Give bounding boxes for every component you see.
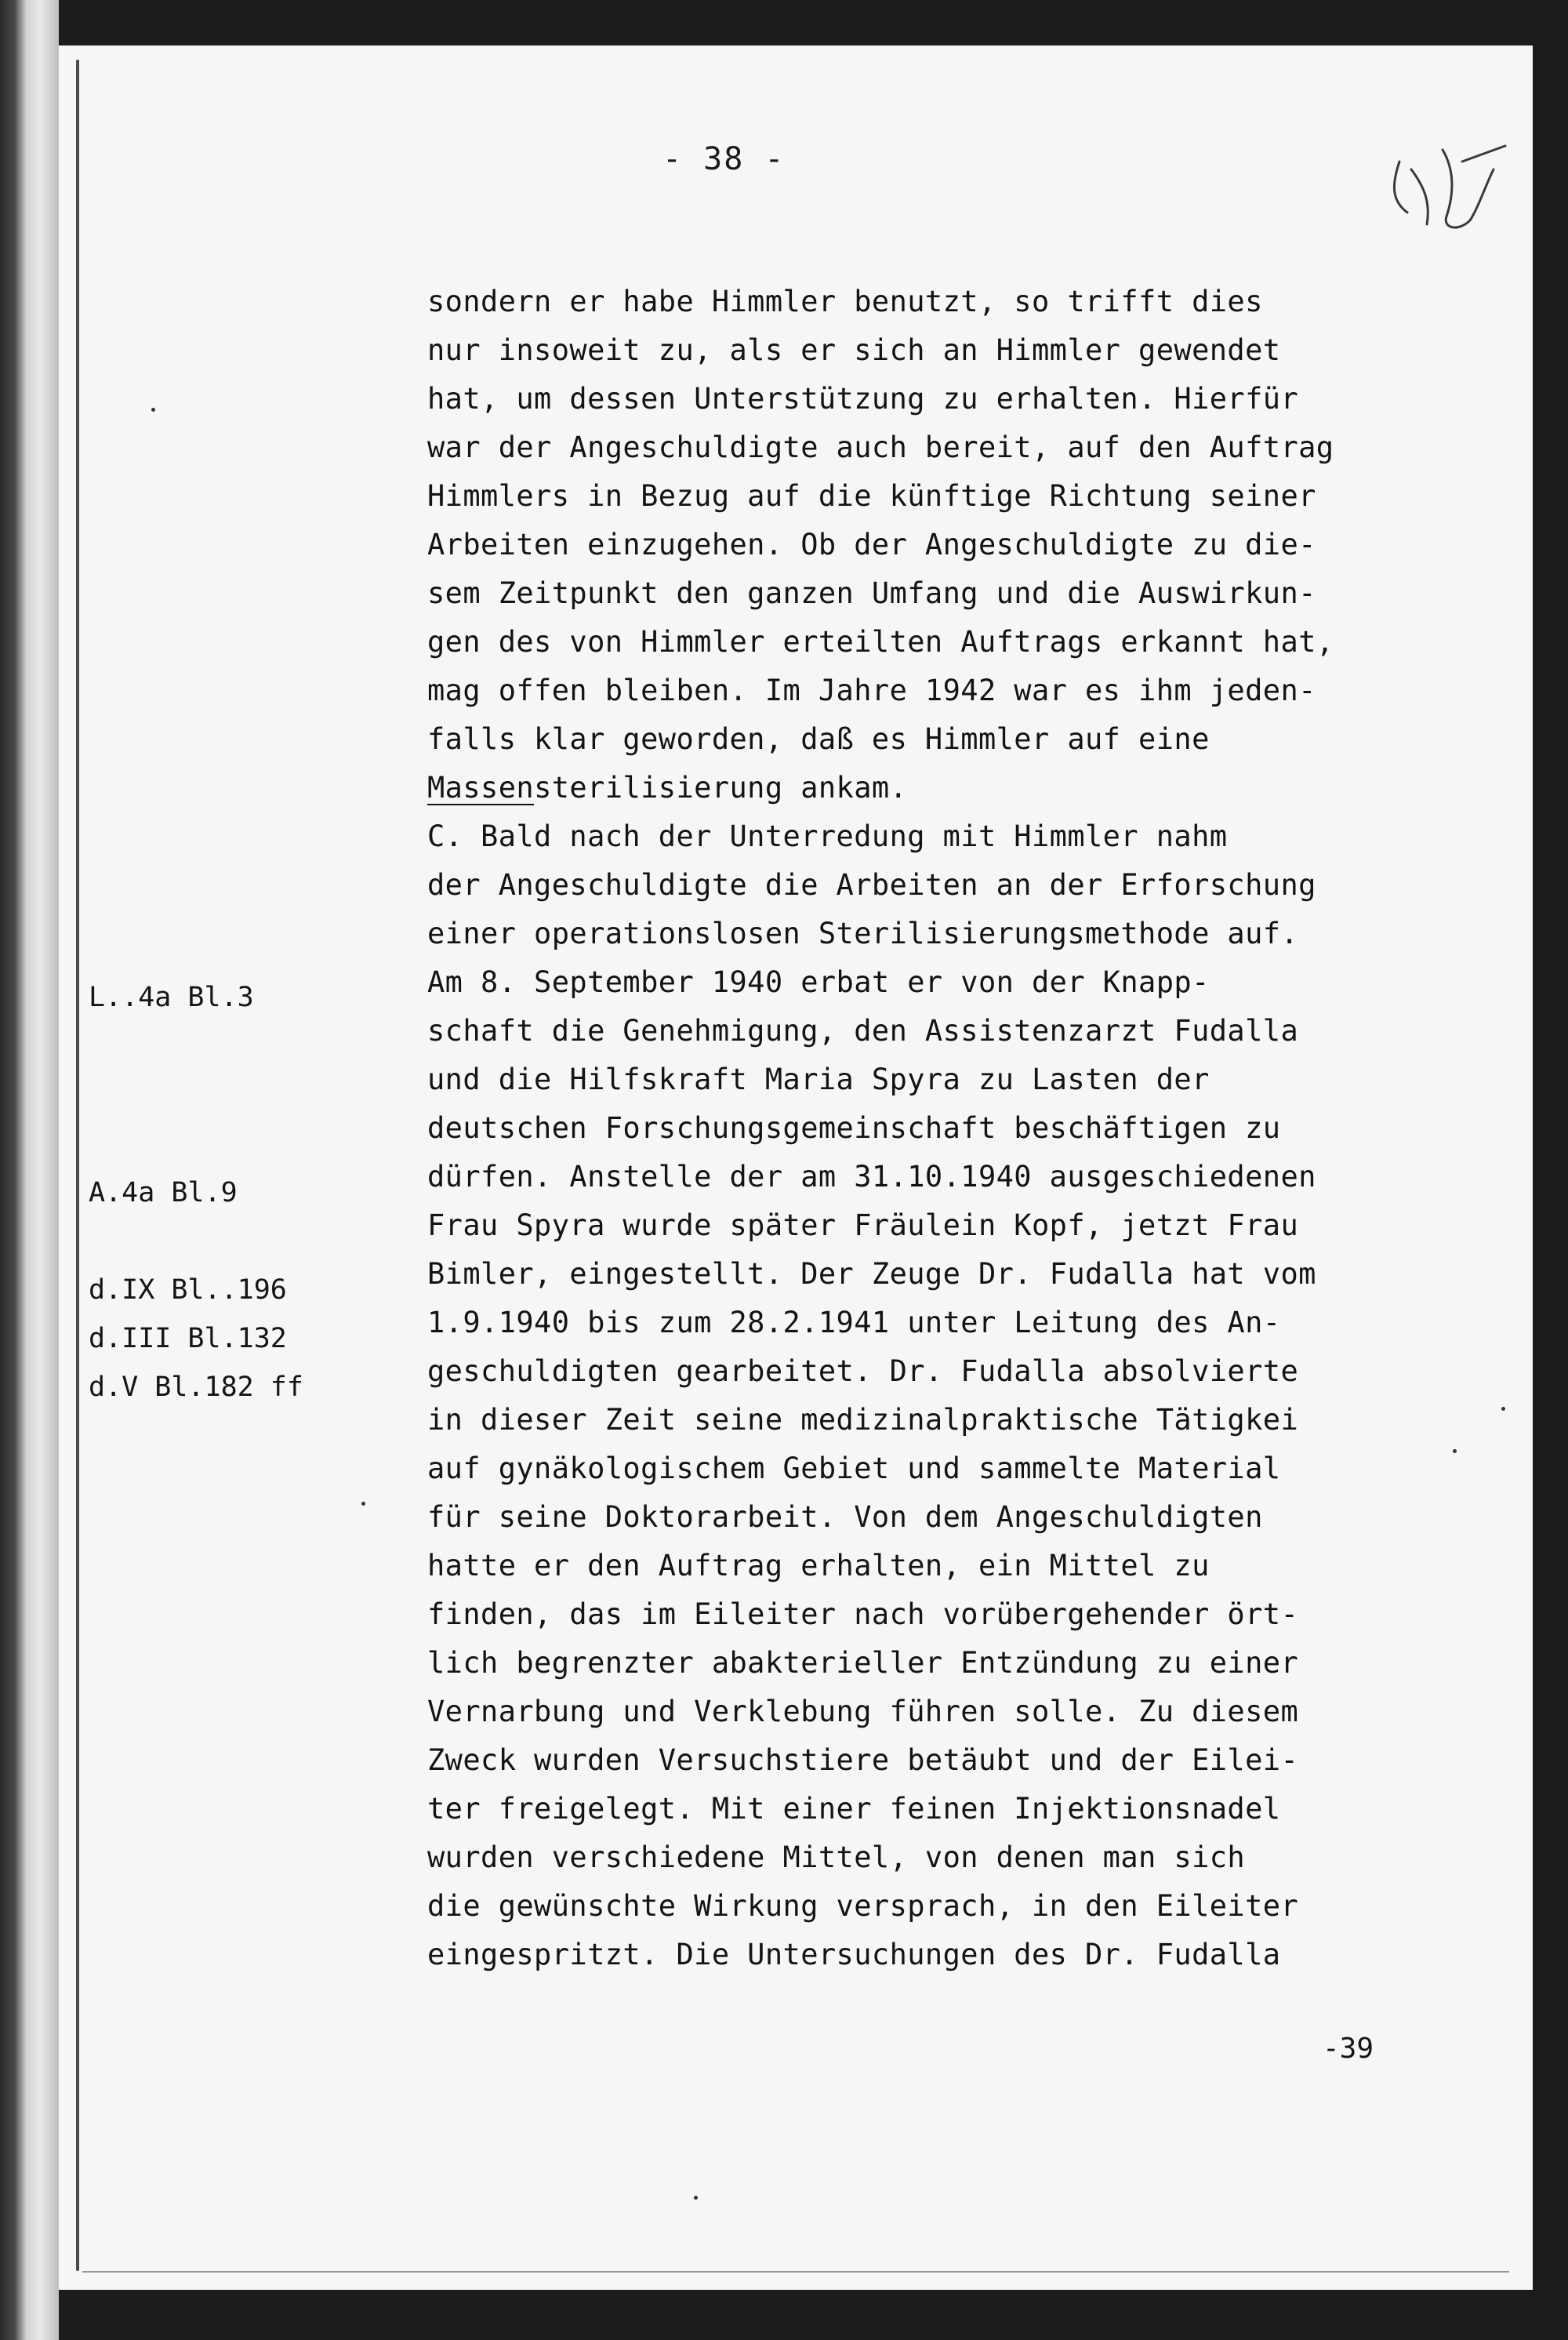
text-line bbox=[427, 375, 1509, 423]
text-line-content: und die Hilfskraft Maria Spyra zu Lasten der bbox=[427, 1063, 1210, 1096]
text-line bbox=[427, 521, 1509, 569]
underlined-word: Massen bbox=[427, 771, 535, 805]
document-page bbox=[59, 45, 1533, 2290]
text-line bbox=[427, 1347, 1509, 1396]
text-line-content: geschuldigten gearbeitet. Dr. Fudalla absolvierte bbox=[427, 1354, 1299, 1388]
text-line bbox=[427, 1153, 1509, 1201]
text-line-content: sem Zeitpunkt den ganzen Umfang und die Auswirkun- bbox=[427, 576, 1316, 610]
text-line bbox=[427, 958, 1509, 1007]
text-line bbox=[427, 1299, 1509, 1347]
text-line bbox=[427, 1785, 1509, 1833]
left-edge-line bbox=[76, 60, 79, 2271]
text-line bbox=[427, 715, 1509, 764]
text-line bbox=[427, 423, 1509, 472]
text-line-content: falls klar geworden, daß es Himmler auf eine bbox=[427, 722, 1210, 756]
text-line bbox=[427, 1590, 1509, 1639]
ink-speck bbox=[1453, 1449, 1457, 1453]
margin-reference: d.III Bl.132 bbox=[89, 1323, 287, 1354]
page-number: - 38 - bbox=[662, 141, 786, 177]
text-line bbox=[427, 667, 1509, 715]
margin-reference: L..4a Bl.3 bbox=[89, 982, 254, 1013]
text-line bbox=[427, 472, 1509, 521]
text-line-content: schaft die Genehmigung, den Assistenzarzt Fudalla bbox=[427, 1014, 1299, 1048]
text-line-content: sondern er habe Himmler benutzt, so trifft dies bbox=[427, 285, 1263, 318]
text-line-content: hatte er den Auftrag erhalten, ein Mittel zu bbox=[427, 1549, 1210, 1582]
text-line-content: ter freigelegt. Mit einer feinen Injektionsnadel bbox=[427, 1792, 1281, 1826]
text-line bbox=[427, 1104, 1509, 1153]
ink-speck bbox=[151, 408, 155, 412]
text-line bbox=[427, 812, 1509, 861]
text-line bbox=[427, 1542, 1509, 1590]
text-line bbox=[427, 569, 1509, 618]
text-line bbox=[427, 1833, 1509, 1882]
text-line bbox=[427, 1056, 1509, 1104]
text-line bbox=[427, 861, 1509, 910]
text-line-content: C. Bald nach der Unterredung mit Himmler nahm bbox=[427, 819, 1228, 853]
body-text bbox=[427, 278, 1509, 1979]
text-line-content: hat, um dessen Unterstützung zu erhalten. Hierfür bbox=[427, 382, 1299, 416]
text-line-content: einer operationslosen Sterilisierungsmethode auf. bbox=[427, 917, 1299, 950]
text-line-content: 1.9.1940 bis zum 28.2.1941 unter Leitung des An- bbox=[427, 1306, 1281, 1339]
margin-reference: d.V Bl.182 ff bbox=[89, 1372, 303, 1403]
text-line bbox=[427, 618, 1509, 667]
text-line-content: wurden verschiedene Mittel, von denen man sich bbox=[427, 1840, 1246, 1874]
text-line-content: auf gynäkologischem Gebiet und sammelte Material bbox=[427, 1452, 1281, 1485]
text-line bbox=[427, 764, 1509, 812]
text-line bbox=[427, 1882, 1509, 1931]
text-line bbox=[427, 1493, 1509, 1542]
text-line-content: sterilisierung ankam. bbox=[534, 771, 908, 805]
text-line bbox=[427, 326, 1509, 375]
text-line-content: in dieser Zeit seine medizinalpraktische Tätigkei bbox=[427, 1403, 1299, 1437]
text-line-content: der Angeschuldigte die Arbeiten an der Erforschung bbox=[427, 868, 1316, 902]
margin-reference: A.4a Bl.9 bbox=[89, 1177, 238, 1208]
text-line-content: Zweck wurden Versuchstiere betäubt und der Eilei- bbox=[427, 1743, 1299, 1777]
text-line bbox=[427, 1688, 1509, 1736]
text-line-content: für seine Doktorarbeit. Von dem Angeschuldigten bbox=[427, 1500, 1263, 1534]
text-line-content: finden, das im Eileiter nach vorübergehender ört- bbox=[427, 1597, 1299, 1631]
ink-speck bbox=[694, 2196, 698, 2200]
text-line-content: eingespritzt. Die Untersuchungen des Dr. Fudalla bbox=[427, 1938, 1281, 1971]
text-line bbox=[427, 1201, 1509, 1250]
text-line-content: die gewünschte Wirkung versprach, in den Eileiter bbox=[427, 1889, 1299, 1923]
text-line bbox=[427, 1639, 1509, 1688]
text-line-content: lich begrenzter abakterieller Entzündung zu einer bbox=[427, 1646, 1299, 1680]
text-line-content: Arbeiten einzugehen. Ob der Angeschuldigte zu die- bbox=[427, 528, 1316, 561]
text-line-content: gen des von Himmler erteilten Auftrags erkannt hat, bbox=[427, 625, 1334, 659]
text-line-content: Himmlers in Bezug auf die künftige Richtung seiner bbox=[427, 479, 1316, 513]
text-line-content: Bimler, eingestellt. Der Zeuge Dr. Fudalla hat vom bbox=[427, 1257, 1316, 1291]
text-line-content: mag offen bleiben. Im Jahre 1942 war es ihm jeden- bbox=[427, 674, 1316, 707]
text-line bbox=[427, 1444, 1509, 1493]
ink-speck bbox=[1501, 1407, 1505, 1411]
text-line-content: dürfen. Anstelle der am 31.10.1940 ausgeschiedenen bbox=[427, 1160, 1316, 1194]
next-page-reference: -39 bbox=[1323, 2033, 1374, 2065]
text-line-content: nur insoweit zu, als er sich an Himmler gewendet bbox=[427, 333, 1281, 367]
text-line-content: war der Angeschuldigte auch bereit, auf den Auftrag bbox=[427, 431, 1334, 464]
text-line bbox=[427, 278, 1509, 326]
bottom-edge-line bbox=[82, 2271, 1509, 2273]
text-line bbox=[427, 1736, 1509, 1785]
text-line-content: deutschen Forschungsgemeinschaft beschäftigen zu bbox=[427, 1111, 1281, 1145]
binding-strip bbox=[0, 0, 59, 2340]
text-line-content: Vernarbung und Verklebung führen solle. Zu diesem bbox=[427, 1695, 1299, 1728]
margin-reference: d.IX Bl..196 bbox=[89, 1274, 287, 1306]
text-line bbox=[427, 1007, 1509, 1056]
text-line bbox=[427, 1396, 1509, 1444]
text-line-content: Am 8. September 1940 erbat er von der Knapp- bbox=[427, 965, 1210, 999]
text-line bbox=[427, 1250, 1509, 1299]
text-line-content: Frau Spyra wurde später Fräulein Kopf, jetzt Frau bbox=[427, 1208, 1299, 1242]
text-line bbox=[427, 1931, 1509, 1979]
text-line bbox=[427, 910, 1509, 958]
handwritten-page-mark bbox=[1368, 114, 1525, 271]
ink-speck bbox=[361, 1502, 365, 1506]
